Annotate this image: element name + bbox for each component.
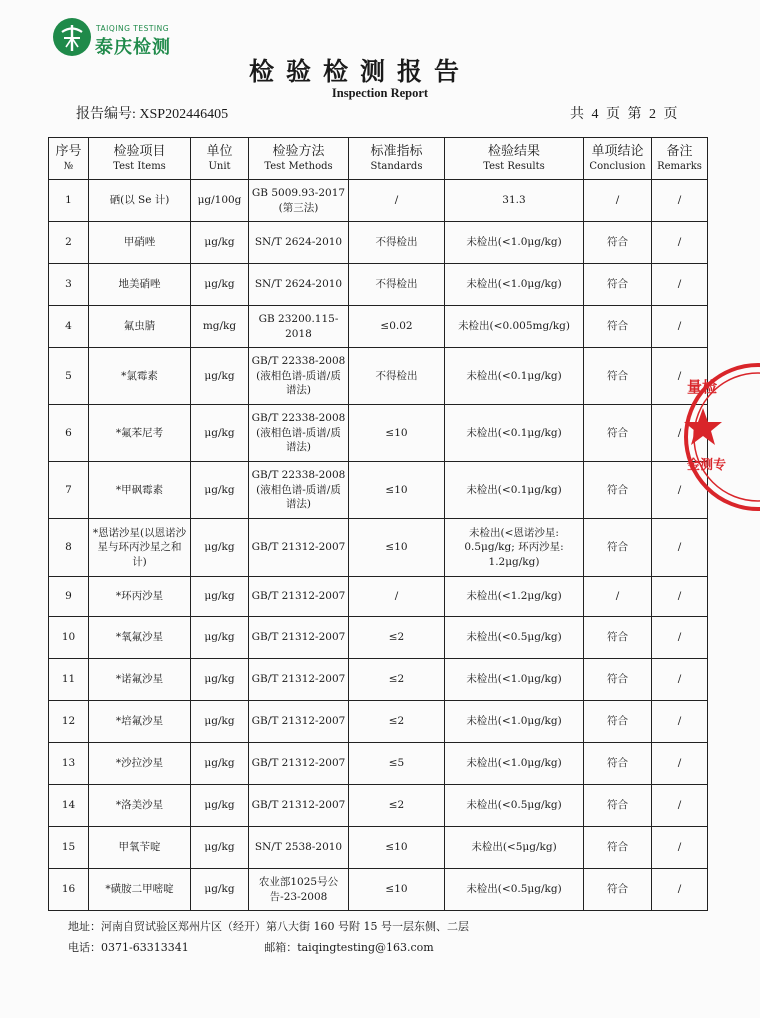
cell-conclusion: 符合: [584, 405, 652, 462]
cell-standard: 不得检出: [349, 264, 445, 306]
cell-conclusion: 符合: [584, 462, 652, 519]
cell-remarks: /: [652, 743, 708, 785]
cell-standard: ≤0.02: [349, 306, 445, 348]
cell-conclusion: 符合: [584, 222, 652, 264]
header-unit: [191, 138, 249, 180]
cell-remarks: /: [652, 222, 708, 264]
cell-standard: /: [349, 180, 445, 222]
cell-unit: μg/kg: [191, 222, 249, 264]
cell-standard: ≤2: [349, 701, 445, 743]
cell-test-result: 未检出(<0.5μg/kg): [445, 869, 584, 911]
cell-test-item: *磺胺二甲嘧啶: [89, 869, 191, 911]
cell-test-result: 未检出(<1.0μg/kg): [445, 701, 584, 743]
cell-test-item: *氧氟沙星: [89, 617, 191, 659]
cell-unit: mg/kg: [191, 306, 249, 348]
cell-test-result: 未检出(<0.5μg/kg): [445, 617, 584, 659]
cell-test-result: 未检出(<恩诺沙星: 0.5μg/kg; 环丙沙星: 1.2μg/kg): [445, 519, 584, 577]
cell-test-method: GB/T 21312-2007: [249, 519, 349, 577]
table-row: [49, 222, 708, 264]
cell-no: 1: [49, 180, 89, 222]
cell-unit: μg/kg: [191, 785, 249, 827]
cell-no: 6: [49, 405, 89, 462]
cell-conclusion: 符合: [584, 264, 652, 306]
cell-conclusion: 符合: [584, 869, 652, 911]
cell-test-method: SN/T 2538-2010: [249, 827, 349, 869]
cell-standard: ≤5: [349, 743, 445, 785]
cell-unit: μg/kg: [191, 519, 249, 577]
header-test-method: [249, 138, 349, 180]
table-row: [49, 519, 708, 577]
cell-test-result: 未检出(<0.1μg/kg): [445, 462, 584, 519]
cell-test-method: GB/T 22338-2008 (液相色谱-质谱/质谱法): [249, 462, 349, 519]
cell-test-result: 未检出(<0.1μg/kg): [445, 348, 584, 405]
cell-test-item: *氟苯尼考: [89, 405, 191, 462]
header-label-cn: 检验方法: [272, 143, 325, 159]
cell-conclusion: /: [584, 577, 652, 617]
table-row: [49, 617, 708, 659]
table-row: [49, 306, 708, 348]
cell-test-item: 硒(以 Se 计): [89, 180, 191, 222]
header-test-item: [89, 138, 191, 180]
cell-test-result: 未检出(<0.5μg/kg): [445, 785, 584, 827]
cell-conclusion: 符合: [584, 617, 652, 659]
table-row: [49, 827, 708, 869]
header-conclusion: [584, 138, 652, 180]
header-label-en: Unit: [208, 160, 231, 172]
cell-standard: ≤10: [349, 519, 445, 577]
svg-text:金测专: 金测专: [687, 458, 727, 473]
cell-no: 11: [49, 659, 89, 701]
header-label-en: Conclusion: [589, 160, 646, 172]
cell-test-method: GB/T 21312-2007: [249, 701, 349, 743]
table-row: [49, 701, 708, 743]
header-label-en: Test Results: [483, 160, 545, 172]
cell-test-item: 地美硝唑: [89, 264, 191, 306]
table-row: [49, 405, 708, 462]
cell-standard: ≤10: [349, 462, 445, 519]
cell-unit: μg/kg: [191, 869, 249, 911]
cell-remarks: /: [652, 869, 708, 911]
inspection-seal: [683, 362, 727, 512]
cell-remarks: /: [652, 306, 708, 348]
cell-standard: ≤2: [349, 617, 445, 659]
table-row: [49, 577, 708, 617]
cell-remarks: /: [652, 577, 708, 617]
header-label-cn: 备注: [666, 143, 693, 159]
cell-remarks: /: [652, 462, 708, 519]
cell-unit: μg/kg: [191, 827, 249, 869]
cell-unit: μg/kg: [191, 659, 249, 701]
footer-phone: 电话：0371-63313341: [68, 941, 189, 954]
cell-test-result: 未检出(<1.0μg/kg): [445, 743, 584, 785]
cell-remarks: /: [652, 617, 708, 659]
cell-test-item: *氯霉素: [89, 348, 191, 405]
cell-conclusion: 符合: [584, 701, 652, 743]
cell-conclusion: 符合: [584, 743, 652, 785]
cell-standard: ≤10: [349, 827, 445, 869]
footer-email: 邮箱：taiqingtesting@163.com: [264, 941, 434, 954]
cell-no: 13: [49, 743, 89, 785]
cell-unit: μg/kg: [191, 405, 249, 462]
cell-standard: ≤2: [349, 785, 445, 827]
header-label-cn: 单项结论: [591, 143, 644, 159]
cell-test-method: GB/T 21312-2007: [249, 617, 349, 659]
table-row: [49, 785, 708, 827]
cell-remarks: /: [652, 659, 708, 701]
cell-standard: ≤10: [349, 405, 445, 462]
cell-test-item: *恩诺沙星(以恩诺沙星与环丙沙星之和计): [89, 519, 191, 577]
table-row: [49, 264, 708, 306]
cell-remarks: /: [652, 785, 708, 827]
cell-test-result: 未检出(<0.005mg/kg): [445, 306, 584, 348]
cell-test-item: *沙拉沙星: [89, 743, 191, 785]
cell-unit: μg/kg: [191, 617, 249, 659]
table-row: [49, 348, 708, 405]
cell-conclusion: 符合: [584, 348, 652, 405]
cell-standard: ≤10: [349, 869, 445, 911]
cell-standard: /: [349, 577, 445, 617]
cell-conclusion: 符合: [584, 827, 652, 869]
header-label-cn: 检验项目: [113, 143, 166, 159]
header-label-en: Test Items: [113, 160, 166, 172]
cell-test-method: GB/T 22338-2008 (液相色谱-质谱/质谱法): [249, 348, 349, 405]
cell-unit: μg/kg: [191, 577, 249, 617]
cell-conclusion: 符合: [584, 519, 652, 577]
logo-english: TAIQING TESTING: [96, 24, 170, 33]
table-row: [49, 743, 708, 785]
cell-test-method: SN/T 2624-2010: [249, 264, 349, 306]
cell-no: 4: [49, 306, 89, 348]
cell-test-result: 未检出(<0.1μg/kg): [445, 405, 584, 462]
cell-test-item: *培氟沙星: [89, 701, 191, 743]
cell-conclusion: 符合: [584, 785, 652, 827]
header-label-cn: 序号: [55, 143, 82, 159]
report-number: 报告编号: XSP202446405: [76, 107, 229, 122]
cell-unit: μg/100g: [191, 180, 249, 222]
cell-no: 14: [49, 785, 89, 827]
cell-test-item: *诺氟沙星: [89, 659, 191, 701]
cell-test-method: SN/T 2624-2010: [249, 222, 349, 264]
cell-remarks: /: [652, 701, 708, 743]
cell-test-method: GB/T 21312-2007: [249, 577, 349, 617]
cell-test-method: GB/T 21312-2007: [249, 659, 349, 701]
cell-remarks: /: [652, 264, 708, 306]
cell-test-method: GB 5009.93-2017 (第三法): [249, 180, 349, 222]
cell-no: 8: [49, 519, 89, 577]
header-label-en: №: [63, 160, 74, 172]
table-row: [49, 659, 708, 701]
table-row: [49, 869, 708, 911]
cell-test-method: GB/T 21312-2007: [249, 785, 349, 827]
header-label-cn: 检验结果: [487, 143, 540, 159]
cell-no: 3: [49, 264, 89, 306]
header-test-result: [445, 138, 584, 180]
header-remarks: [652, 138, 708, 180]
cell-test-method: GB/T 21312-2007: [249, 743, 349, 785]
header-no: [49, 138, 89, 180]
cell-remarks: /: [652, 180, 708, 222]
header-label-en: Test Methods: [264, 160, 333, 172]
tree-logo-icon: [52, 17, 92, 57]
cell-test-item: *洛美沙星: [89, 785, 191, 827]
cell-remarks: /: [652, 827, 708, 869]
header-label-en: Remarks: [657, 160, 702, 172]
cell-test-method: GB 23200.115-2018: [249, 306, 349, 348]
cell-test-result: 31.3: [445, 180, 584, 222]
cell-no: 15: [49, 827, 89, 869]
cell-unit: μg/kg: [191, 462, 249, 519]
header-label-en: Standards: [370, 160, 423, 172]
footer-contact: [68, 939, 434, 955]
table-row: [49, 462, 708, 519]
cell-remarks: /: [652, 519, 708, 577]
cell-no: 2: [49, 222, 89, 264]
page-indicator: 共 4 页 第 2 页: [570, 107, 678, 122]
cell-unit: μg/kg: [191, 701, 249, 743]
report-subtitle: Inspection Report: [331, 86, 429, 100]
cell-test-item: 氟虫腈: [89, 306, 191, 348]
cell-unit: μg/kg: [191, 743, 249, 785]
header-label-cn: 标准指标: [370, 143, 423, 159]
cell-test-result: 未检出(<1.0μg/kg): [445, 264, 584, 306]
cell-test-item: 甲氧苄啶: [89, 827, 191, 869]
cell-unit: μg/kg: [191, 348, 249, 405]
logo-chinese: 泰庆检测: [95, 37, 171, 58]
cell-standard: 不得检出: [349, 222, 445, 264]
svg-text:量检: 量检: [687, 378, 718, 396]
cell-no: 10: [49, 617, 89, 659]
cell-test-method: GB/T 22338-2008 (液相色谱-质谱/质谱法): [249, 405, 349, 462]
cell-standard: ≤2: [349, 659, 445, 701]
cell-no: 7: [49, 462, 89, 519]
cell-test-item: *环丙沙星: [89, 577, 191, 617]
cell-test-item: *甲砜霉素: [89, 462, 191, 519]
cell-unit: μg/kg: [191, 264, 249, 306]
table-row: [49, 180, 708, 222]
cell-test-result: 未检出(<5μg/kg): [445, 827, 584, 869]
cell-remarks: /: [652, 348, 708, 405]
table-header-row: [49, 138, 708, 180]
cell-remarks: /: [652, 405, 708, 462]
cell-no: 9: [49, 577, 89, 617]
cell-no: 12: [49, 701, 89, 743]
cell-no: 16: [49, 869, 89, 911]
footer-address: 地址：河南自贸试验区郑州片区（经开）第八大街 160 号附 15 号一层东侧、二层: [68, 920, 469, 933]
cell-test-method: 农业部1025号公告-23-2008: [249, 869, 349, 911]
cell-test-result: 未检出(<1.2μg/kg): [445, 577, 584, 617]
cell-no: 5: [49, 348, 89, 405]
cell-standard: 不得检出: [349, 348, 445, 405]
results-table: [48, 137, 708, 911]
cell-conclusion: 符合: [584, 659, 652, 701]
report-title: 检验检测报告: [248, 57, 471, 86]
header-standard: [349, 138, 445, 180]
cell-test-result: 未检出(<1.0μg/kg): [445, 222, 584, 264]
header-label-cn: 单位: [206, 143, 233, 159]
cell-conclusion: /: [584, 180, 652, 222]
cell-test-item: 甲硝唑: [89, 222, 191, 264]
cell-conclusion: 符合: [584, 306, 652, 348]
cell-test-result: 未检出(<1.0μg/kg): [445, 659, 584, 701]
